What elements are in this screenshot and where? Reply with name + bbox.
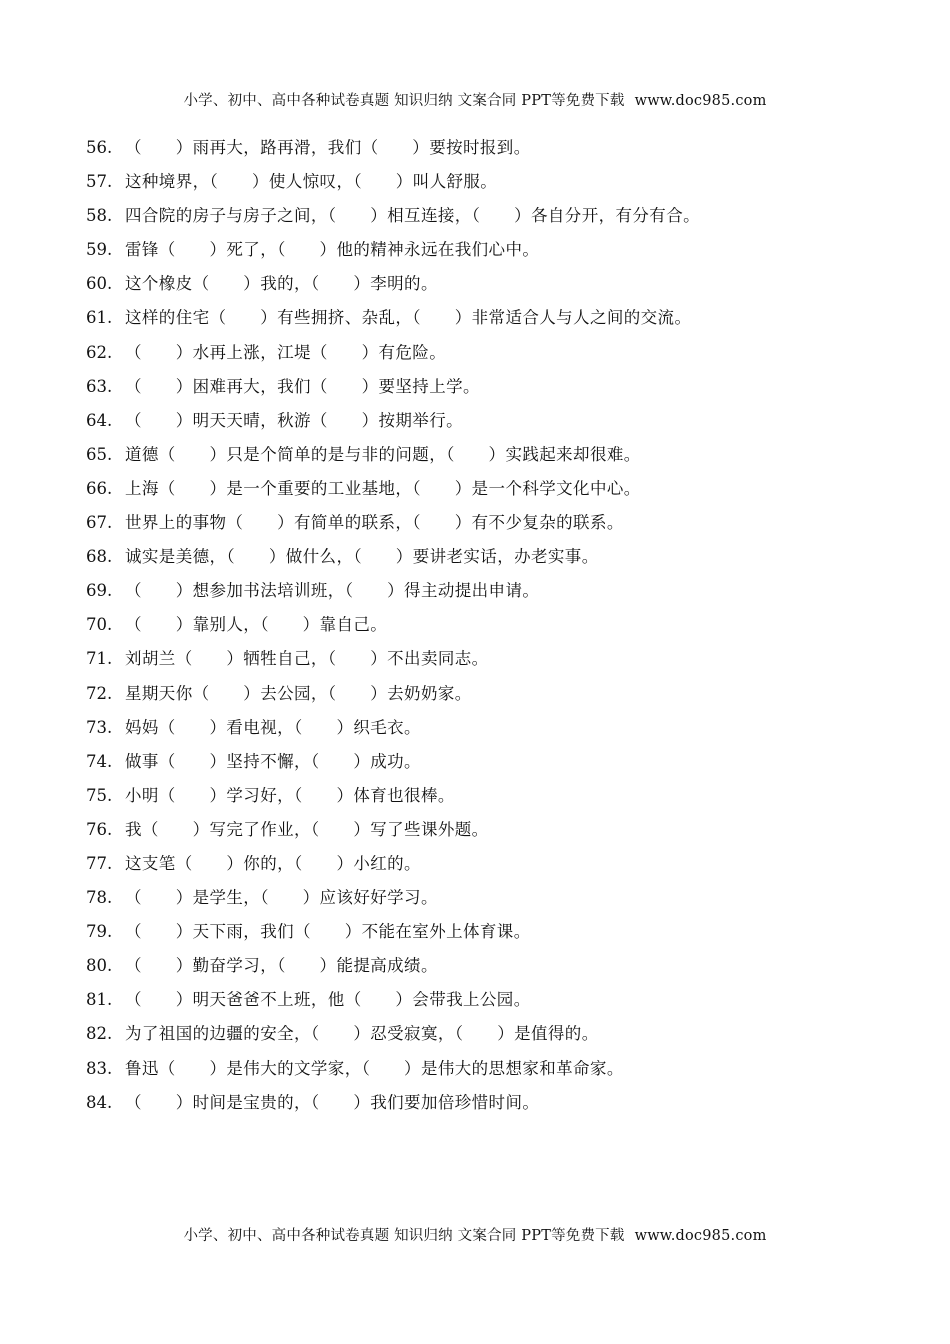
question-item [86, 477, 906, 511]
question-text: 星期天你（ ）去公园，（ ）去奶奶家。 [125, 683, 472, 703]
question-number: 61. [86, 308, 113, 328]
question-number: 76. [86, 819, 113, 839]
question-text: 我（ ）写完了作业，（ ）写了些课外题。 [125, 819, 489, 839]
question-text: 鲁迅（ ）是伟大的文学家，（ ）是伟大的思想家和革命家。 [125, 1058, 624, 1078]
question-number: 78. [86, 888, 113, 908]
question-text: （ ）靠别人，（ ）靠自己。 [125, 615, 388, 635]
question-number: 74. [86, 751, 113, 771]
question-text: （ ）天下雨，我们（ ）不能在室外上体育课。 [125, 922, 531, 942]
question-item [86, 409, 906, 443]
question-item [86, 716, 906, 750]
question-item [86, 954, 906, 988]
question-number: 80. [86, 956, 113, 976]
question-number: 79. [86, 922, 113, 942]
question-text: （ ）明天天晴，秋游（ ）按期举行。 [125, 410, 463, 430]
question-text: 刘胡兰（ ）牺牲自己，（ ）不出卖同志。 [125, 649, 489, 669]
question-number: 60. [86, 274, 113, 294]
footer-site-link[interactable]: www.doc985.com [634, 1228, 767, 1244]
footer-text: 小学、初中、高中各种试卷真题 知识归纳 文案合同 PPT等免费下载 [183, 1228, 625, 1244]
question-text: （ ）勤奋学习，（ ）能提高成绩。 [125, 956, 438, 976]
question-text: （ ）时间是宝贵的，（ ）我们要加倍珍惜时间。 [125, 1092, 540, 1112]
question-item [86, 818, 906, 852]
question-number: 68. [86, 547, 113, 567]
question-text: 世界上的事物（ ）有简单的联系，（ ）有不少复杂的联系。 [125, 513, 624, 533]
question-text: 雷锋（ ）死了，（ ）他的精神永远在我们心中。 [125, 240, 540, 260]
question-item [86, 511, 906, 545]
question-number: 75. [86, 785, 113, 805]
question-number: 65. [86, 444, 113, 464]
question-item [86, 1022, 906, 1056]
question-item [86, 852, 906, 886]
question-number: 72. [86, 683, 113, 703]
question-text: 为了祖国的边疆的安全，（ ）忍受寂寞，（ ）是值得的。 [125, 1024, 599, 1044]
question-text: 上海（ ）是一个重要的工业基地，（ ）是一个科学文化中心。 [125, 478, 641, 498]
question-item [86, 272, 906, 306]
question-item [86, 750, 906, 784]
question-item [86, 920, 906, 954]
question-text: 这支笔（ ）你的，（ ）小红的。 [125, 853, 421, 873]
question-item [86, 579, 906, 613]
question-item [86, 341, 906, 375]
header-site-link[interactable]: www.doc985.com [634, 93, 767, 109]
question-text: 妈妈（ ）看电视，（ ）织毛衣。 [125, 717, 421, 737]
question-text: 诚实是美德，（ ）做什么，（ ）要讲老实话，办老实事。 [125, 547, 599, 567]
question-text: 小明（ ）学习好，（ ）体育也很棒。 [125, 785, 455, 805]
header-text: 小学、初中、高中各种试卷真题 知识归纳 文案合同 PPT等免费下载 [183, 93, 625, 109]
page-footer [0, 1224, 950, 1245]
question-text: 这个橡皮（ ）我的，（ ）李明的。 [125, 274, 438, 294]
question-item [86, 136, 906, 170]
question-text: 这种境界，（ ）使人惊叹，（ ）叫人舒服。 [125, 172, 498, 192]
question-text: （ ）明天爸爸不上班，他（ ）会带我上公园。 [125, 990, 531, 1010]
question-number: 62. [86, 342, 113, 362]
question-number: 73. [86, 717, 113, 737]
question-item [86, 238, 906, 272]
question-number: 66. [86, 478, 113, 498]
question-text: （ ）想参加书法培训班，（ ）得主动提出申请。 [125, 581, 540, 601]
question-number: 59. [86, 240, 113, 260]
question-number: 67. [86, 513, 113, 533]
question-item [86, 443, 906, 477]
question-item [86, 1091, 906, 1125]
question-text: （ ）困难再大，我们（ ）要坚持上学。 [125, 376, 480, 396]
question-item [86, 545, 906, 579]
question-number: 84. [86, 1092, 113, 1112]
question-number: 58. [86, 206, 113, 226]
question-item [86, 647, 906, 681]
question-item [86, 613, 906, 647]
question-number: 81. [86, 990, 113, 1010]
question-text: （ ）是学生，（ ）应该好好学习。 [125, 888, 438, 908]
page-header [0, 89, 950, 110]
question-number: 57. [86, 172, 113, 192]
question-number: 64. [86, 410, 113, 430]
question-item [86, 682, 906, 716]
question-item [86, 1057, 906, 1091]
question-text: （ ）雨再大，路再滑，我们（ ）要按时报到。 [125, 138, 531, 157]
question-item [86, 886, 906, 920]
question-number: 82. [86, 1024, 113, 1044]
question-text: （ ）水再上涨，江堤（ ）有危险。 [125, 342, 447, 362]
question-text: 这样的住宅（ ）有些拥挤、杂乱，（ ）非常适合人与人之间的交流。 [125, 308, 692, 328]
question-text: 做事（ ）坚持不懈，（ ）成功。 [125, 751, 421, 771]
question-item [86, 784, 906, 818]
question-text: 四合院的房子与房子之间，（ ）相互连接，（ ）各自分开，有分有合。 [125, 206, 700, 226]
question-list [86, 136, 906, 1125]
question-text: 道德（ ）只是个简单的是与非的问题，（ ）实践起来却很难。 [125, 444, 641, 464]
question-item [86, 375, 906, 409]
question-number: 56. [86, 138, 113, 157]
question-number: 83. [86, 1058, 113, 1078]
question-number: 63. [86, 376, 113, 396]
question-number: 69. [86, 581, 113, 601]
question-item [86, 988, 906, 1022]
question-number: 77. [86, 853, 113, 873]
question-item [86, 306, 906, 340]
question-item [86, 170, 906, 204]
question-number: 71. [86, 649, 113, 669]
question-number: 70. [86, 615, 113, 635]
question-item [86, 204, 906, 238]
